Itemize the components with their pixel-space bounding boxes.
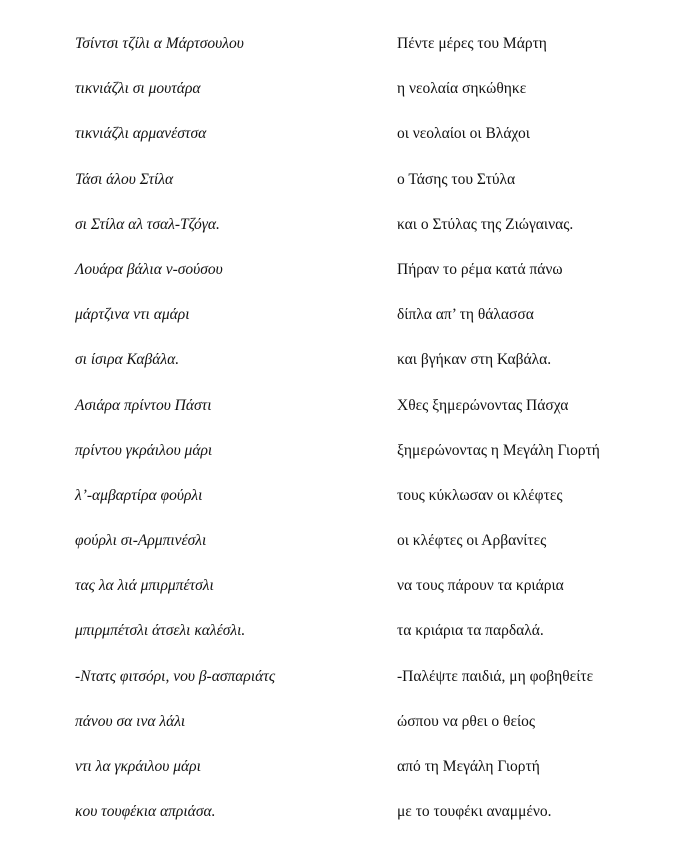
- translation-line: Χθες ξημερώνοντας Πάσχα: [397, 396, 569, 414]
- poem-line: [75, 124, 675, 169]
- translation-line: και βγήκαν στη Καβάλα.: [397, 351, 552, 369]
- original-line: Λουάρα βάλια ν-σούσου: [75, 260, 223, 278]
- original-line: φούρλι σι-Αρμπινέσλι: [75, 532, 207, 550]
- translation-line: με το τουφέκι αναμμένο.: [397, 803, 552, 821]
- original-line: τικνιάζλι αρμανέστσα: [75, 125, 207, 143]
- original-line: πάνου σα ινα λάλι: [75, 712, 186, 730]
- original-line: μάρτζινα ντι αμάρι: [75, 306, 190, 324]
- poem-line: [75, 350, 675, 395]
- poem-line: [75, 441, 675, 486]
- poem-line: [75, 34, 675, 79]
- poem-line: [75, 621, 675, 666]
- poem-line: [75, 79, 675, 124]
- poem-line: [75, 486, 675, 531]
- original-line: τικνιάζλι σι μουτάρα: [75, 80, 201, 98]
- poem-line: [75, 260, 675, 305]
- original-line: σι Στίλα αλ τσαλ-Τζόγα.: [75, 215, 220, 233]
- translation-line: τους κύκλωσαν οι κλέφτες: [397, 486, 563, 504]
- poem-line: [75, 531, 675, 576]
- poem-line: [75, 305, 675, 350]
- original-line: τας λα λιά μπιρμπέτσλι: [75, 577, 214, 595]
- translation-line: Πέντε μέρες του Μάρτη: [397, 35, 547, 52]
- translation-line: Πήραν το ρέμα κατά πάνω: [397, 260, 563, 278]
- original-line: πρίντου γκράιλου μάρι: [75, 441, 213, 459]
- translation-line: ο Τάσης του Στύλα: [397, 170, 516, 188]
- translation-line: και ο Στύλας της Ζιώγαινας.: [397, 215, 574, 233]
- original-line: Τάσι άλου Στίλα: [75, 170, 174, 188]
- poem-line: [75, 712, 675, 757]
- original-line: σι ίσιρα Καβάλα.: [75, 351, 180, 369]
- translation-line: οι νεολαίοι οι Βλάχοι: [397, 125, 530, 143]
- original-line: κου τουφέκια απριάσα.: [75, 803, 216, 821]
- translation-line: ξημερώνοντας η Μεγάλη Γιορτή: [397, 441, 600, 459]
- translation-line: οι κλέφτες οι Αρβανίτες: [397, 532, 547, 550]
- translation-line: τα κριάρια τα παρδαλά.: [397, 622, 544, 640]
- poem-line: [75, 667, 675, 712]
- original-line: λ’-αμβαρτίρα φούρλι: [75, 486, 203, 504]
- original-line: μπιρμπέτσλι άτσελι καλέσλι.: [75, 622, 246, 640]
- translation-line: δίπλα απ’ τη θάλασσα: [397, 306, 534, 324]
- translation-line: ώσπου να ρθει ο θείος: [397, 712, 536, 730]
- poem-line: [75, 215, 675, 260]
- poem-two-column: [75, 34, 675, 847]
- poem-line: [75, 576, 675, 621]
- translation-line: -Παλέψτε παιδιά, μη φοβηθείτε: [397, 667, 594, 685]
- original-line: Τσίντσι τζίλι α Μάρτσουλου: [75, 35, 244, 52]
- translation-line: να τους πάρουν τα κριάρια: [397, 577, 564, 595]
- poem-line: [75, 802, 675, 847]
- original-line: ντι λα γκράιλου μάρι: [75, 758, 201, 775]
- translation-line: η νεολαία σηκώθηκε: [397, 80, 527, 98]
- poem-line: [75, 396, 675, 441]
- poem-line: [75, 757, 675, 802]
- original-line: Ασιάρα πρίντου Πάστι: [75, 396, 212, 414]
- original-line: -Ντατς φιτσόρι, νου β-ασπαριάτς: [75, 667, 276, 685]
- poem-line: [75, 170, 675, 215]
- translation-line: από τη Μεγάλη Γιορτή: [397, 758, 540, 775]
